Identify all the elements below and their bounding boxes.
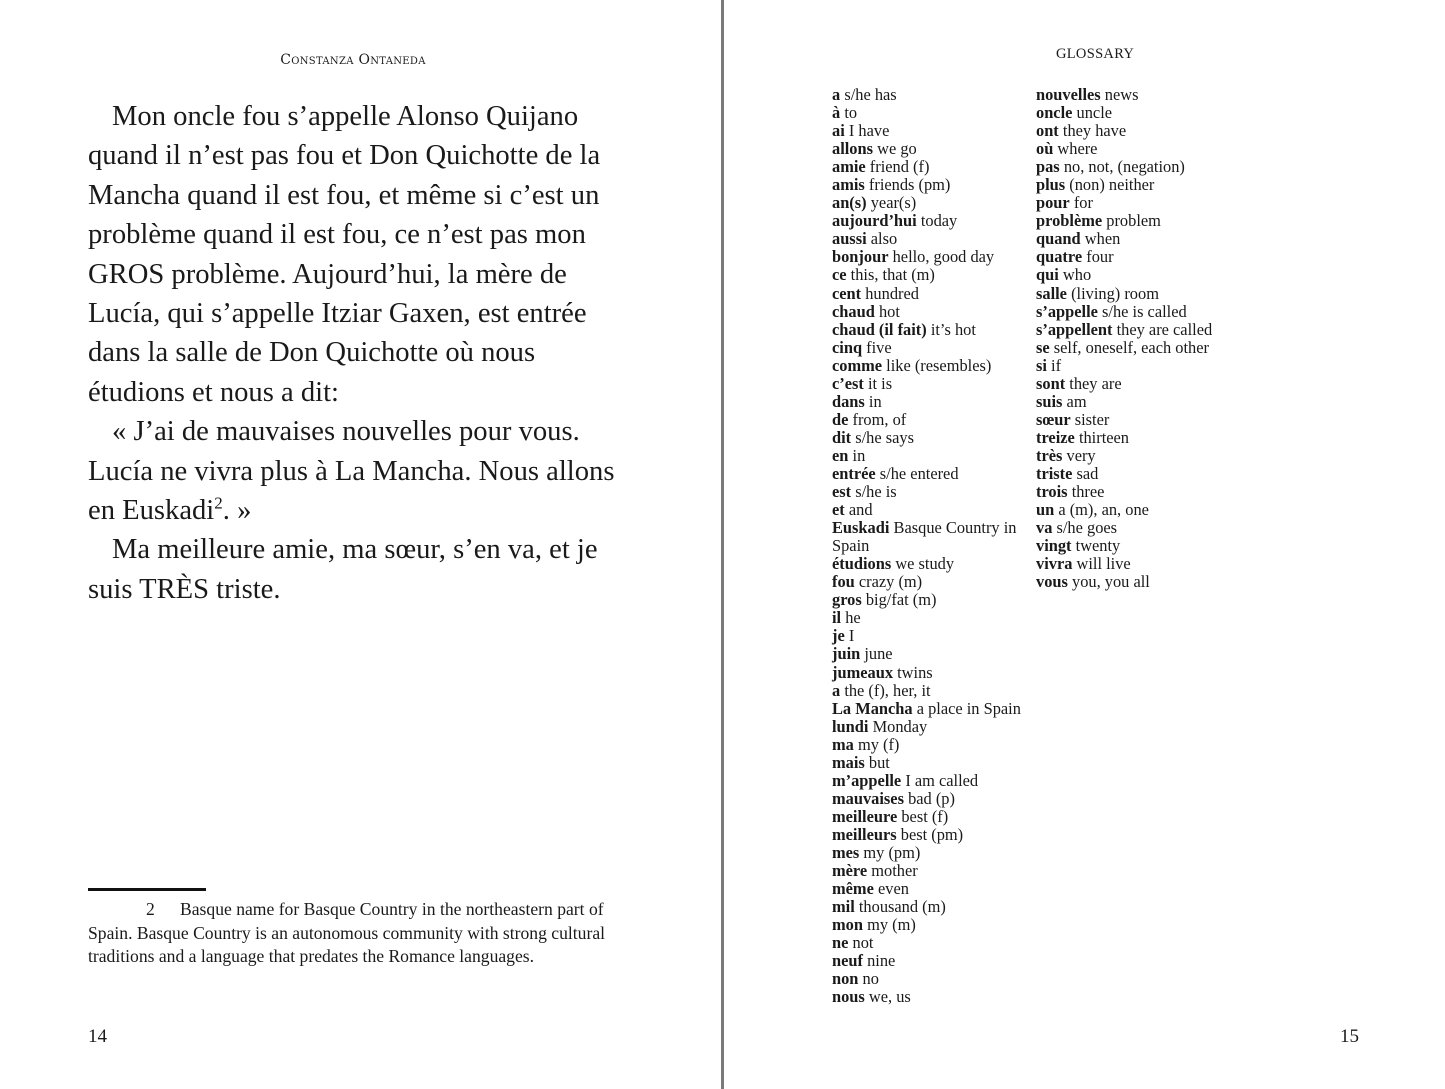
glossary-entry [832, 591, 1022, 609]
glossary-entry [1036, 248, 1236, 266]
glossary-definition: crazy (m) [858, 572, 923, 592]
glossary-definition: friends (pm) [868, 175, 951, 195]
glossary-entry [832, 248, 1022, 266]
glossary-entry [832, 844, 1022, 862]
glossary-definition: bad (p) [908, 788, 955, 808]
glossary-definition: a (m), an, one [1058, 500, 1149, 520]
footnote-rule [88, 888, 206, 891]
glossary-definition: we, us [868, 987, 911, 1007]
glossary-term: vivra [1036, 554, 1073, 574]
glossary-term: a [832, 680, 841, 700]
glossary-definition: we study [895, 554, 955, 574]
glossary-entry [1036, 375, 1236, 393]
glossary-definition: four [1086, 247, 1114, 267]
glossary-term: il [832, 608, 842, 628]
glossary-entry [1036, 339, 1236, 357]
glossary-term: triste [1036, 463, 1073, 483]
glossary-definition: and [848, 500, 873, 520]
glossary-term: vous [1036, 572, 1068, 592]
glossary-definition: a place in Spain [916, 698, 1021, 718]
glossary-entry [1036, 104, 1236, 122]
glossary-entry [832, 808, 1022, 826]
glossary-definition: year(s) [870, 193, 917, 213]
glossary-entry [832, 862, 1022, 880]
glossary-term: aujourd’hui [832, 211, 917, 231]
glossary-definition: news [1104, 85, 1139, 104]
glossary-definition: they are called [1116, 319, 1213, 339]
glossary-entry [1036, 158, 1236, 176]
glossary-term: à [832, 103, 841, 123]
glossary-term: a [832, 85, 841, 104]
glossary-definition: for [1073, 193, 1093, 213]
glossary-entry [1036, 393, 1236, 411]
glossary-entry [1036, 266, 1236, 284]
glossary-term: salle [1036, 283, 1067, 303]
glossary-definition: this, that (m) [850, 265, 935, 285]
glossary-definition: s/he is called [1102, 301, 1187, 321]
glossary-term: très [1036, 445, 1063, 465]
glossary-definition: s/he has [844, 85, 897, 104]
glossary-entry [832, 772, 1022, 790]
glossary-term: La Mancha [832, 698, 913, 718]
glossary-term: mil [832, 897, 855, 917]
glossary-term: mauvaises [832, 788, 904, 808]
footnote-number: 2 [146, 899, 155, 919]
glossary-term: mère [832, 861, 868, 881]
glossary-term: va [1036, 518, 1053, 538]
glossary-term: s’appellent [1036, 319, 1113, 339]
glossary-entry [832, 934, 1022, 952]
glossary-term: vingt [1036, 536, 1072, 556]
glossary-term: chaud (il fait) [832, 319, 927, 339]
glossary-term: de [832, 409, 849, 429]
glossary-entry [832, 140, 1022, 158]
paragraph-1: Mon oncle fou s’appelle Alonso Quijano quand il n’est pas fou et Don Quichotte de la Mancha quand il est fou, et même si c’est un problème quand il est fou, ce n’est pas mon GROS problème. Aujourd’hui, la mère de Lucía, qui s’appelle Itziar Gaxen, est entrée dans la salle de Don Quichotte où nous étudions et nous a dit: [88, 101, 601, 408]
glossary-term: même [832, 879, 874, 899]
glossary-definition: today [920, 211, 958, 231]
glossary-definition: best (f) [901, 806, 949, 826]
glossary-definition: three [1071, 482, 1105, 502]
glossary-entry [832, 573, 1022, 591]
glossary-entry [1036, 537, 1236, 555]
glossary-term: comme [832, 355, 883, 375]
glossary-definition: hot [878, 301, 900, 321]
glossary-term: se [1036, 337, 1050, 357]
glossary-entry [1036, 465, 1236, 483]
glossary-definition: my (pm) [863, 842, 921, 862]
glossary-definition: (living) room [1071, 283, 1159, 303]
glossary-definition: who [1062, 265, 1092, 285]
glossary-entry [832, 357, 1022, 375]
glossary-term: nous [832, 987, 865, 1007]
glossary-entry [832, 339, 1022, 357]
glossary-entry [832, 501, 1022, 519]
glossary-entry [1036, 357, 1236, 375]
glossary-entry [1036, 86, 1236, 104]
glossary-term: s’appelle [1036, 301, 1098, 321]
glossary-definition: not [852, 933, 874, 953]
glossary-term: jumeaux [832, 662, 894, 682]
glossary-term: pas [1036, 157, 1060, 177]
glossary-entry [1036, 321, 1236, 339]
glossary-definition: best (pm) [900, 824, 964, 844]
glossary-term: nouvelles [1036, 85, 1101, 104]
footnote-reference[interactable]: 2 [214, 493, 223, 513]
glossary-entry [832, 321, 1022, 339]
glossary-definition: my (f) [857, 734, 900, 754]
glossary-definition: my (m) [867, 915, 916, 935]
glossary-entry [1036, 140, 1236, 158]
glossary-definition: big/fat (m) [865, 590, 937, 610]
glossary-definition: I am called [905, 770, 979, 790]
glossary-entry [1036, 303, 1236, 321]
glossary-definition: if [1051, 355, 1062, 375]
glossary-entry [832, 555, 1022, 573]
glossary-definition: friend (f) [869, 157, 930, 177]
glossary-entry [1036, 573, 1236, 591]
right-page [724, 0, 1445, 1089]
glossary-term: et [832, 500, 845, 520]
glossary-entry [1036, 519, 1236, 537]
glossary-entry [832, 664, 1022, 682]
glossary-entry [832, 754, 1022, 772]
glossary-entry [1036, 122, 1236, 140]
glossary-entry [1036, 501, 1236, 519]
glossary-entry [832, 266, 1022, 284]
glossary-term: oncle [1036, 103, 1073, 123]
glossary-entry [832, 465, 1022, 483]
glossary-term: m’appelle [832, 770, 902, 790]
glossary-definition: when [1084, 229, 1121, 249]
glossary-entry [832, 176, 1022, 194]
glossary-entry [832, 375, 1022, 393]
glossary-entry [832, 609, 1022, 627]
glossary-entry [1036, 447, 1236, 465]
glossary-definition: from, of [852, 409, 907, 429]
quote-end: . » [222, 495, 252, 527]
glossary-entry [1036, 212, 1236, 230]
glossary-definition: five [866, 337, 892, 357]
glossary-entry [1036, 483, 1236, 501]
glossary-term: sont [1036, 373, 1066, 393]
glossary-definition: s/he goes [1056, 518, 1118, 538]
glossary-term: dans [832, 391, 865, 411]
glossary-definition: they have [1062, 121, 1127, 141]
glossary-definition: twenty [1075, 536, 1121, 556]
glossary-term: Euskadi [832, 518, 890, 538]
glossary-term: sœur [1036, 409, 1071, 429]
glossary-term: où [1036, 139, 1054, 159]
glossary-term: un [1036, 500, 1055, 520]
glossary-term: juin [832, 644, 861, 664]
glossary-entry [832, 736, 1022, 754]
left-page [0, 0, 721, 1089]
glossary-term: ce [832, 265, 847, 285]
glossary-definition: thirteen [1078, 427, 1129, 447]
glossary-entry [832, 952, 1022, 970]
glossary-definition: s/he is [855, 482, 897, 502]
glossary-term: trois [1036, 482, 1068, 502]
glossary-definition: sister [1074, 409, 1110, 429]
glossary-entry [832, 880, 1022, 898]
paragraph-3: Ma meilleure amie, ma sœur, s’en va, et je suis TRÈS triste. [88, 534, 598, 605]
glossary-column-1 [832, 86, 1022, 1006]
glossary-definition: also [870, 229, 898, 249]
footnote-text: Basque name for Basque Country in the northeastern part of Spain. Basque Country is an autonomous community with strong cultural traditions and a language that predates the Romance languages. [88, 899, 606, 966]
glossary-entry [832, 104, 1022, 122]
footnote [88, 898, 628, 969]
glossary-definition: twins [897, 662, 933, 682]
glossary-definition: Monday [872, 716, 928, 736]
glossary-definition: s/he says [855, 427, 914, 447]
glossary-definition: will live [1076, 554, 1131, 574]
glossary-term: cent [832, 283, 862, 303]
glossary-definition: but [868, 752, 890, 772]
glossary-entry [1036, 230, 1236, 248]
glossary-term: bonjour [832, 247, 889, 267]
glossary-definition: the (f), her, it [844, 680, 931, 700]
glossary-entry [832, 447, 1022, 465]
glossary-entry [832, 285, 1022, 303]
glossary-entry [832, 122, 1022, 140]
glossary-term: mes [832, 842, 860, 862]
glossary-definition: uncle [1076, 103, 1113, 123]
glossary-definition: no [862, 969, 879, 989]
glossary-entry [832, 682, 1022, 700]
glossary-term: quand [1036, 229, 1081, 249]
glossary-term: lundi [832, 716, 869, 736]
paragraph-2 [88, 412, 628, 530]
glossary-definition: we go [877, 139, 917, 159]
glossary-term: gros [832, 590, 862, 610]
glossary-entry [832, 988, 1022, 1006]
page-number-left: 14 [88, 1026, 107, 1047]
glossary-term: mais [832, 752, 865, 772]
glossary-definition: very [1066, 445, 1096, 465]
glossary-entry [1036, 411, 1236, 429]
glossary-term: étudions [832, 554, 892, 574]
glossary-term: est [832, 482, 852, 502]
glossary-entry [832, 86, 1022, 104]
glossary-entry [832, 212, 1022, 230]
glossary-entry [832, 393, 1022, 411]
glossary-definition: in [868, 391, 882, 411]
glossary-term: quatre [1036, 247, 1083, 267]
running-head-author: Constanza Ontaneda [280, 52, 426, 68]
glossary-entry [1036, 555, 1236, 573]
glossary-definition: sad [1076, 463, 1099, 483]
glossary-term: je [832, 626, 845, 646]
glossary-entry [832, 645, 1022, 663]
glossary-entry [832, 898, 1022, 916]
glossary-entry [832, 429, 1022, 447]
glossary-definition: they are [1069, 373, 1122, 393]
glossary-term: amis [832, 175, 865, 195]
glossary-term: treize [1036, 427, 1075, 447]
glossary-term: neuf [832, 951, 863, 971]
glossary-entry [832, 970, 1022, 988]
paragraph-2-text: « J’ai de mauvaises nouvelles pour vous. Lucía ne vivra plus à La Mancha. Nous allons en Euskadi [88, 416, 615, 527]
glossary-definition: (non) neither [1069, 175, 1155, 195]
glossary-definition: self, oneself, each other [1053, 337, 1209, 357]
glossary-entry [1036, 285, 1236, 303]
glossary-term: cinq [832, 337, 863, 357]
glossary-definition: I have [848, 121, 890, 141]
glossary-definition: s/he entered [879, 463, 959, 483]
glossary-entry [832, 303, 1022, 321]
glossary-term: en [832, 445, 849, 465]
glossary-definition: am [1066, 391, 1087, 411]
glossary-term: qui [1036, 265, 1059, 285]
glossary-definition: you, you all [1072, 572, 1150, 592]
glossary-term: plus [1036, 175, 1066, 195]
glossary-definition: hello, good day [892, 247, 995, 267]
glossary-term: non [832, 969, 859, 989]
glossary-definition: to [844, 103, 858, 123]
glossary-term: dit [832, 427, 852, 447]
glossary-term: amie [832, 157, 866, 177]
glossary-entry [1036, 429, 1236, 447]
page-number-right: 15 [1340, 1026, 1359, 1047]
glossary-entry [832, 230, 1022, 248]
glossary-definition: problem [1106, 211, 1161, 231]
glossary-definition: even [877, 879, 909, 899]
glossary-entry [832, 916, 1022, 934]
glossary-entry [832, 194, 1022, 212]
glossary-definition: thousand (m) [858, 897, 946, 917]
glossary-definition: no, not, (negation) [1063, 157, 1185, 177]
glossary-entry [832, 627, 1022, 645]
glossary-term: ai [832, 121, 845, 141]
running-head-glossary: GLOSSARY [1056, 46, 1135, 62]
glossary-term: problème [1036, 211, 1103, 231]
glossary-term: suis [1036, 391, 1063, 411]
glossary-term: pour [1036, 193, 1070, 213]
glossary-term: meilleurs [832, 824, 897, 844]
glossary-entry [832, 483, 1022, 501]
glossary-definition: it’s hot [930, 319, 976, 339]
glossary-term: entrée [832, 463, 876, 483]
glossary-column-2 [1036, 86, 1236, 591]
glossary-term: mon [832, 915, 863, 935]
story-text [88, 97, 628, 609]
glossary-definition: hundred [865, 283, 919, 303]
glossary-term: si [1036, 355, 1047, 375]
glossary-term: ne [832, 933, 849, 953]
glossary-definition: I [848, 626, 855, 646]
glossary-entry [832, 700, 1022, 718]
glossary-term: allons [832, 139, 873, 159]
glossary-entry [832, 718, 1022, 736]
glossary-definition: mother [871, 861, 918, 881]
glossary-entry [1036, 194, 1236, 212]
glossary-term: fou [832, 572, 855, 592]
glossary-definition: where [1057, 139, 1098, 159]
glossary-definition: he [845, 608, 861, 628]
glossary-definition: nine [867, 951, 896, 971]
glossary-term: an(s) [832, 193, 867, 213]
glossary-definition: it is [867, 373, 893, 393]
glossary-term: ma [832, 734, 854, 754]
glossary-entry [832, 519, 1022, 555]
glossary-term: ont [1036, 121, 1059, 141]
glossary-term: meilleure [832, 806, 898, 826]
glossary-term: aussi [832, 229, 867, 249]
glossary-definition: june [864, 644, 893, 664]
glossary-definition: Basque Country in Spain [832, 518, 1017, 556]
glossary-entry [832, 411, 1022, 429]
glossary-definition: like (resembles) [886, 355, 992, 375]
glossary-entry [832, 826, 1022, 844]
glossary-definition: in [852, 445, 866, 465]
glossary-entry [1036, 176, 1236, 194]
glossary-term: c’est [832, 373, 864, 393]
glossary-entry [832, 790, 1022, 808]
glossary-term: chaud [832, 301, 875, 321]
glossary-entry [832, 158, 1022, 176]
